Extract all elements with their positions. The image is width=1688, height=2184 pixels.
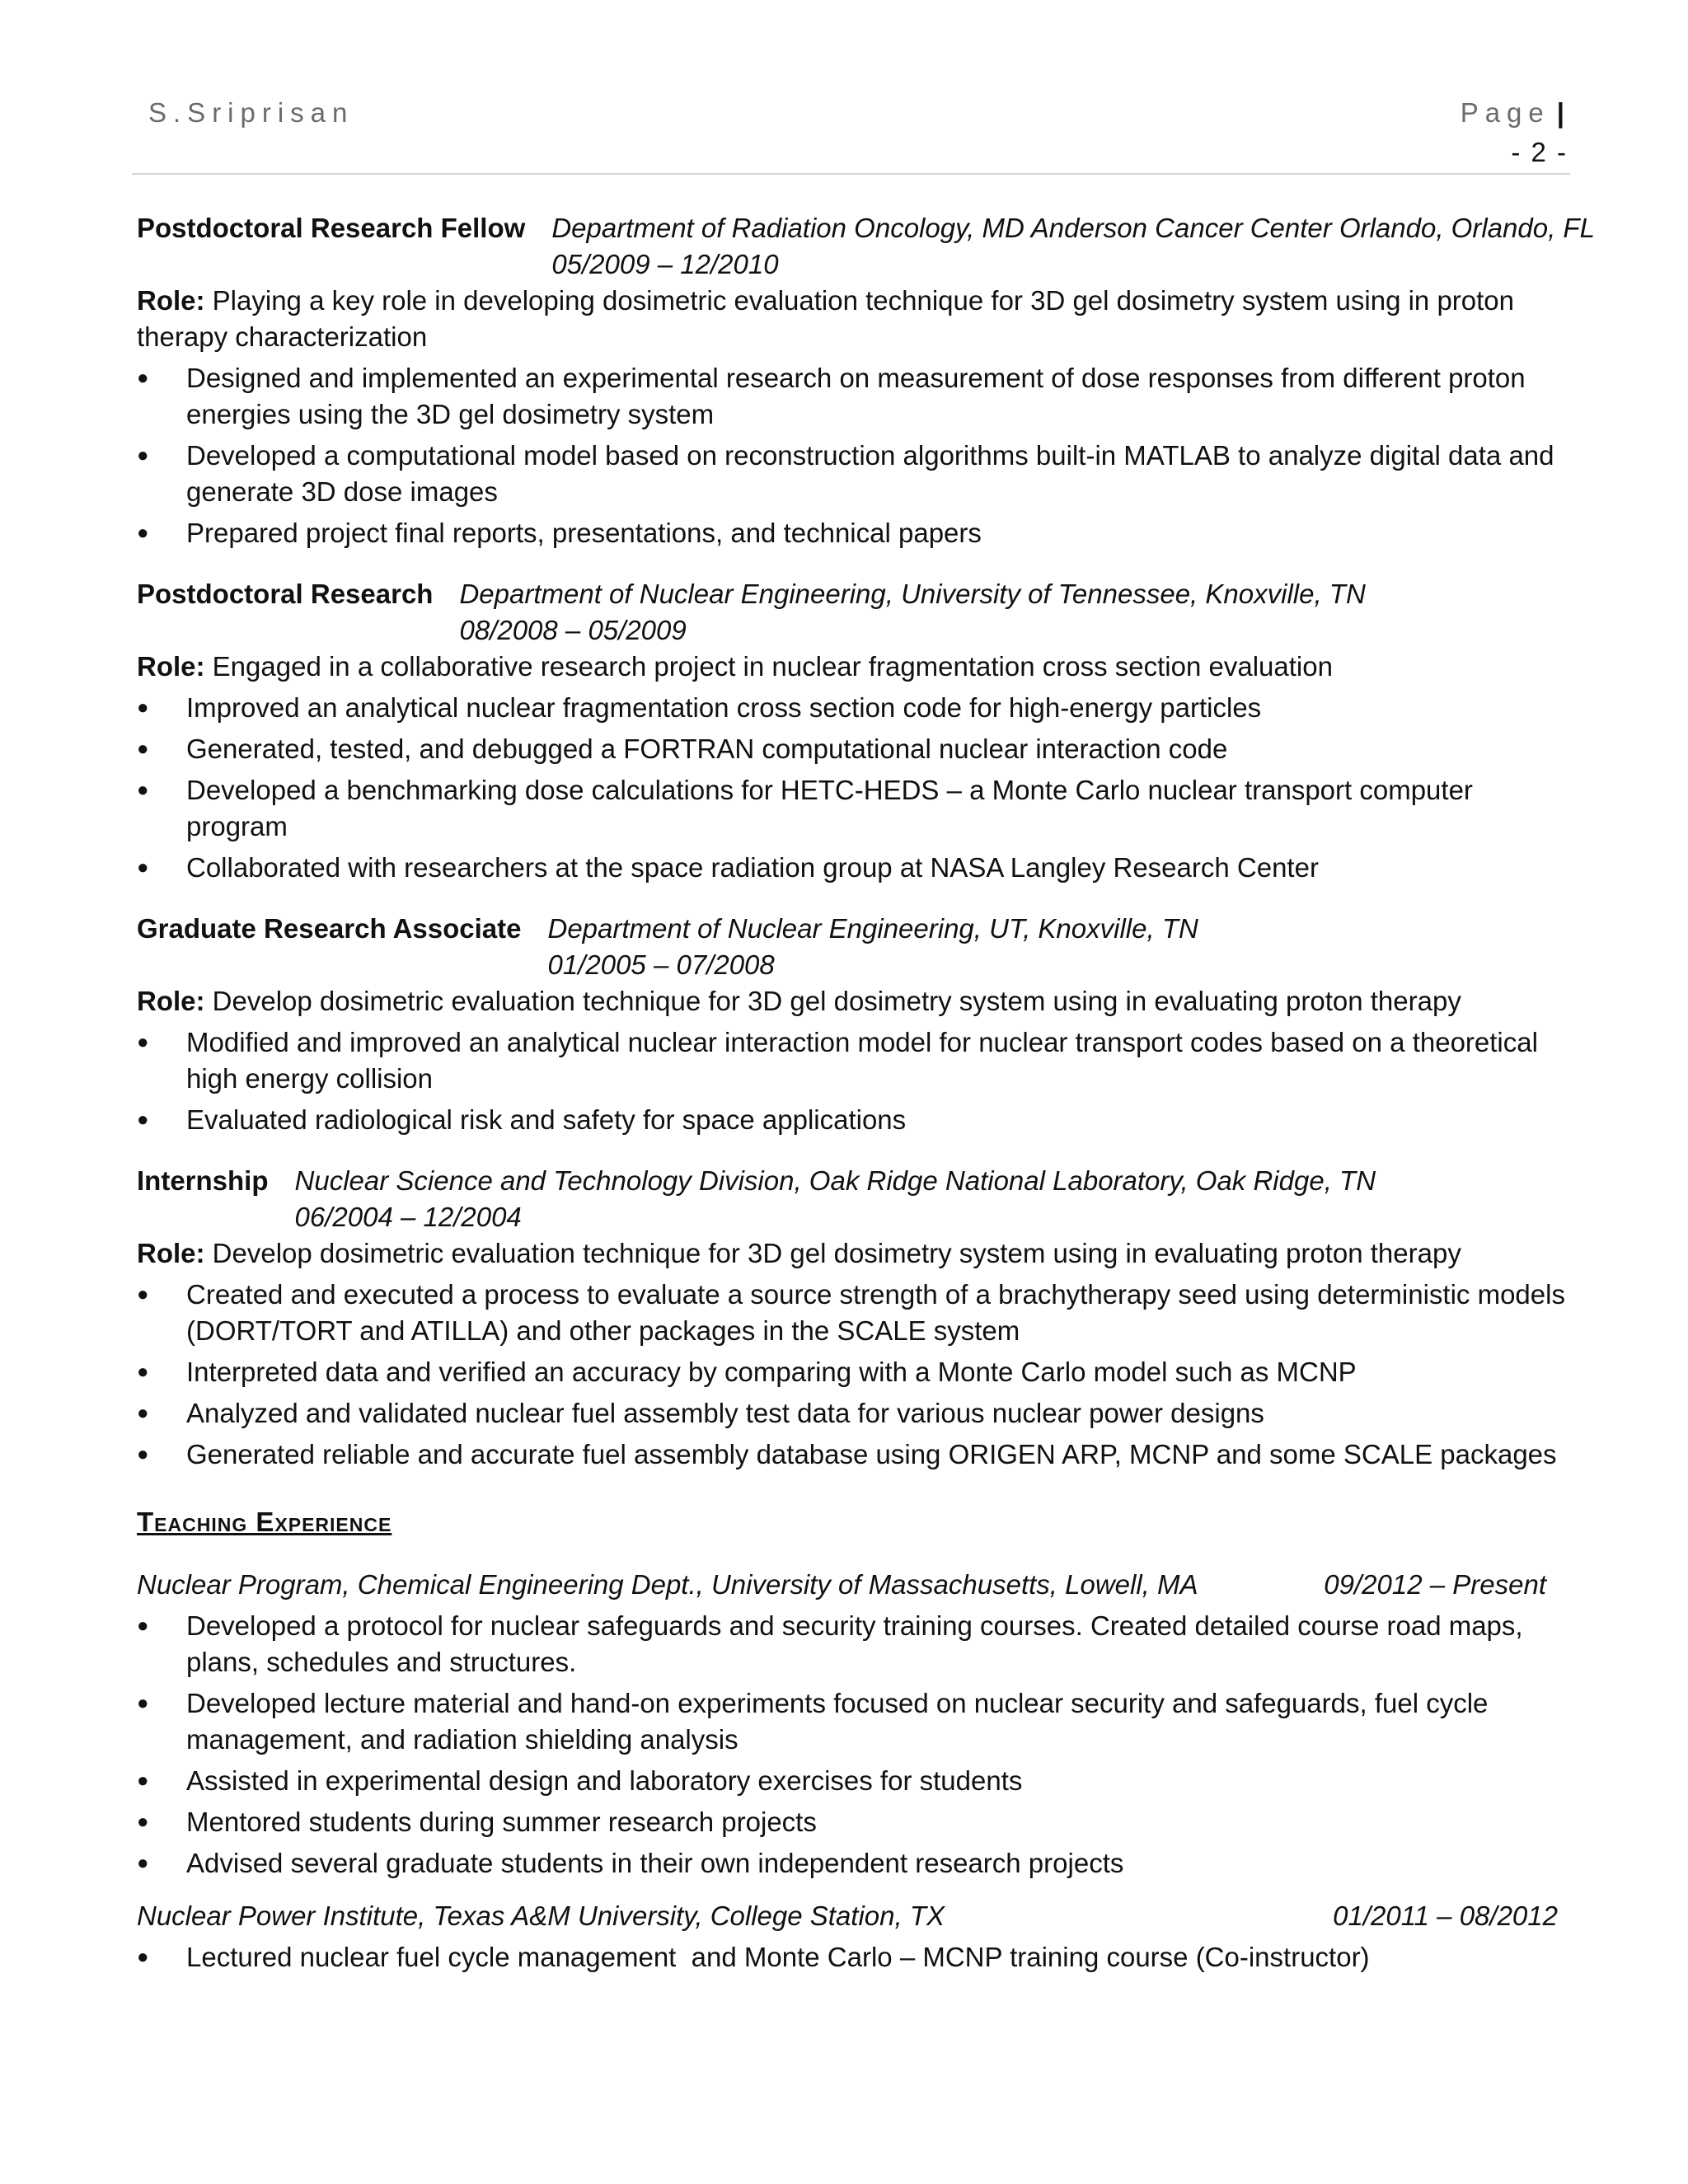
teaching-entry (137, 1567, 1579, 1882)
job-role (137, 649, 1579, 685)
job-entry (137, 911, 1579, 1138)
job-bullets (137, 360, 1579, 551)
job-entry (137, 210, 1595, 551)
list-item: ● Generated reliable and accurate fuel assembly database using ORIGEN ARP, MCNP and some SCALE packages (137, 1436, 1579, 1473)
job-organization: Department of Nuclear Engineering, University of Tennessee, Knoxville, TN (459, 579, 1366, 609)
role-label: Role: (137, 285, 205, 316)
teaching-dates: 09/2012 – Present (1324, 1569, 1546, 1600)
role-text: Playing a key role in developing dosimetric evaluation technique for 3D gel dosimetry system using in proton therapy characterization (137, 285, 1515, 352)
header-divider (132, 173, 1570, 175)
job-meta (459, 576, 1365, 649)
list-item: ● Modified and improved an analytical nuclear interaction model for nuclear transport codes based on a theoretical high energy collision (137, 1024, 1579, 1097)
list-item: ● Analyzed and validated nuclear fuel assembly test data for various nuclear power designs (137, 1395, 1579, 1432)
list-item: ● Lectured nuclear fuel cycle management and Monte Carlo – MCNP training course (Co-instructor) (137, 1939, 1579, 1975)
job-role (137, 1235, 1579, 1272)
job-entry (137, 576, 1579, 886)
page-label-text: Page (1460, 97, 1550, 128)
list-item: ● Generated, tested, and debugged a FORTRAN computational nuclear interaction code (137, 731, 1579, 767)
page-divider: | (1556, 97, 1564, 128)
teaching-bullets (137, 1939, 1579, 1975)
teaching-organization: Nuclear Program, Chemical Engineering Dept., University of Massachusetts, Lowell, MA (137, 1569, 1198, 1600)
job-header (137, 1163, 1579, 1235)
job-header (137, 576, 1579, 649)
list-item: ● Developed lecture material and hand-on experiments focused on nuclear security and safeguards, fuel cycle management, and radiation shielding analysis (137, 1685, 1579, 1758)
list-item: ● Developed a computational model based on reconstruction algorithms built-in MATLAB to analyze digital data and generate 3D dose images (137, 438, 1579, 510)
list-item: ● Interpreted data and verified an accuracy by comparing with a Monte Carlo model such as MCNP (137, 1354, 1579, 1390)
role-text: Engaged in a collaborative research project in nuclear fragmentation cross section evaluation (212, 651, 1333, 682)
job-header (137, 911, 1579, 983)
job-organization: Nuclear Science and Technology Division, Oak Ridge National Laboratory, Oak Ridge, TN (294, 1165, 1376, 1196)
job-organization: Department of Radiation Oncology, MD Anderson Cancer Center Orlando, Orlando, FL (551, 213, 1595, 243)
teaching-dates: 01/2011 – 08/2012 (1333, 1900, 1558, 1931)
list-item: ● Designed and implemented an experimental research on measurement of dose responses from different proton energies using the 3D gel dosimetry system (137, 360, 1579, 433)
role-text: Develop dosimetric evaluation technique for 3D gel dosimetry system using in evaluating proton therapy (212, 1238, 1461, 1268)
header-page-label (1461, 97, 1564, 129)
list-item: ● Prepared project final reports, presentations, and technical papers (137, 515, 1579, 551)
job-role (137, 983, 1579, 1019)
resume-content (137, 210, 1595, 1992)
job-role (137, 283, 1579, 355)
list-item: ● Advised several graduate students in their own independent research projects (137, 1845, 1579, 1882)
list-item: ● Developed a protocol for nuclear safeguards and security training courses. Created detailed course road maps, plans, schedules and structures. (137, 1608, 1579, 1680)
job-organization: Department of Nuclear Engineering, UT, Knoxville, TN (547, 913, 1198, 944)
job-meta (295, 1163, 1376, 1235)
list-item: ● Collaborated with researchers at the space radiation group at NASA Langley Research Center (137, 850, 1579, 886)
job-title: Internship (137, 1165, 269, 1196)
job-title: Graduate Research Associate (137, 913, 522, 944)
page-number: - 2 - (1511, 137, 1568, 167)
list-item: ● Evaluated radiological risk and safety for space applications (137, 1102, 1579, 1138)
job-title: Postdoctoral Research (137, 579, 434, 609)
list-item: ● Mentored students during summer research projects (137, 1804, 1579, 1840)
teaching-header (137, 1898, 1558, 1934)
teaching-bullets (137, 1608, 1579, 1882)
job-bullets (137, 1024, 1579, 1138)
teaching-organization: Nuclear Power Institute, Texas A&M University, College Station, TX (137, 1900, 945, 1931)
job-header (137, 210, 1595, 283)
section-title-teaching: Teaching Experience (137, 1507, 392, 1537)
role-label: Role: (137, 986, 205, 1016)
teaching-header (137, 1567, 1546, 1603)
list-item: ● Assisted in experimental design and laboratory exercises for students (137, 1763, 1579, 1799)
header-author-name: S.Sriprisan (148, 97, 354, 128)
role-text: Develop dosimetric evaluation technique for 3D gel dosimetry system using in evaluating proton therapy (212, 986, 1461, 1016)
job-title: Postdoctoral Research Fellow (137, 213, 526, 243)
role-label: Role: (137, 1238, 205, 1268)
job-dates: 06/2004 – 12/2004 (294, 1202, 522, 1232)
job-dates: 08/2008 – 05/2009 (459, 615, 687, 645)
job-meta (548, 911, 1198, 983)
job-dates: 01/2005 – 07/2008 (547, 949, 775, 980)
job-bullets (137, 1277, 1579, 1473)
list-item: ● Improved an analytical nuclear fragmentation cross section code for high-energy particles (137, 690, 1579, 726)
job-bullets (137, 690, 1579, 886)
list-item: ● Created and executed a process to evaluate a source strength of a brachytherapy seed using deterministic models (DORT/TORT and ATILLA) and other packages in the SCALE system (137, 1277, 1579, 1349)
job-entry (137, 1163, 1579, 1473)
list-item: ● Developed a benchmarking dose calculations for HETC-HEDS – a Monte Carlo nuclear transport computer program (137, 772, 1579, 845)
teaching-entry (137, 1898, 1579, 1975)
job-meta (551, 210, 1595, 283)
job-dates: 05/2009 – 12/2010 (551, 249, 779, 279)
role-label: Role: (137, 651, 205, 682)
